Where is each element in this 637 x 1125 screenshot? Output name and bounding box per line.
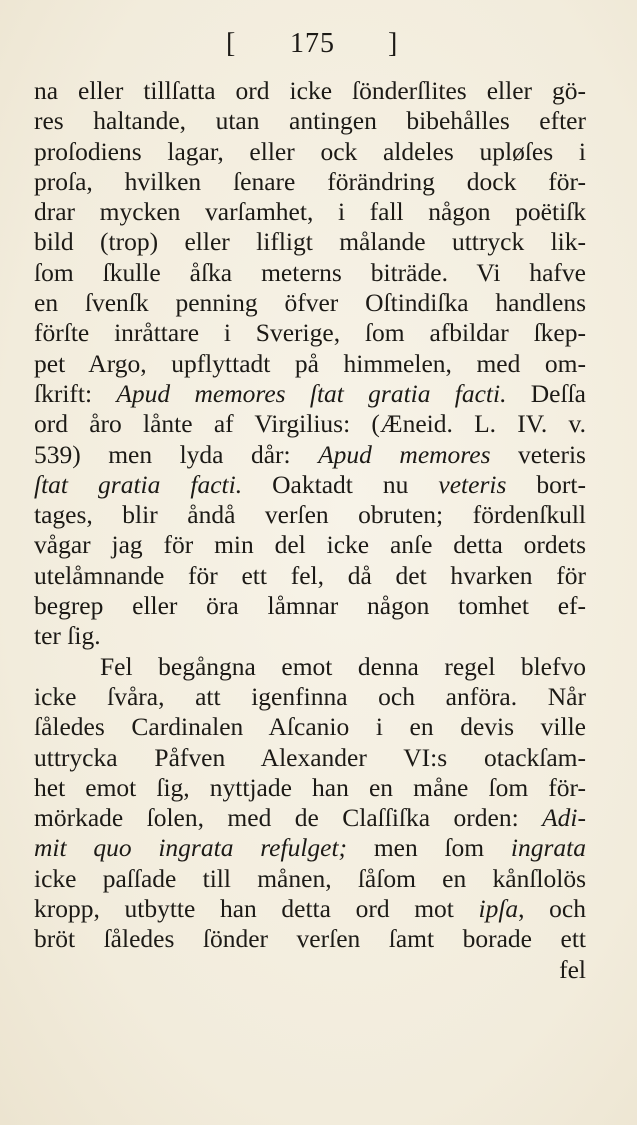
italic-text: Adi- [542,803,586,833]
italic-text: ipſa [478,894,519,924]
text-segment: vågar jag för min del icke anſe detta ordets [34,530,586,560]
text-line [34,76,586,106]
text-segment: proſodiens lagar, eller ock aldeles upløſes i [34,136,586,166]
italic-text: Apud memores ſtat gratia facti. [116,378,507,408]
text-segment: bröt ſåledes ſönder verſen ſamt borade ett [34,924,586,954]
text-segment: men ſom [347,833,511,863]
text-segment: icke ſvåra, att igenfinna och anföra. Når [34,681,586,711]
text-segment: proſa, hvilken ſenare förändring dock för- [34,166,586,196]
italic-text: ingrata [510,833,586,863]
italic-text: Apud memores [318,439,491,469]
text-segment: drar mycken varſamhet, i fall någon poëtiſk [34,197,586,227]
text-segment: uttrycka Påfven Alexander VI:s otackſam- [34,742,586,772]
text-line [34,409,586,439]
text-line [34,530,586,560]
text-line [34,773,586,803]
text-line [34,712,586,742]
text-segment: bild (trop) eller lifligt målande uttryck lik- [34,227,586,257]
text-line [34,349,586,379]
text-segment: res haltande, utan antingen bibehålles efter [34,106,586,136]
italic-text: ſtat gratia facti. [34,469,243,499]
text-line [34,288,586,318]
text-segment: ſåledes Cardinalen Aſcanio i en devis ville [34,712,586,742]
text-segment: Deſſa [506,378,586,408]
text-segment: na eller tillſatta ord icke ſönderſlites eller gö- [34,76,586,105]
text-line [34,833,586,863]
text-segment: ter ſig. [34,621,101,651]
text-line [34,106,586,136]
text-segment: begrep eller öra låmnar någon tomhet ef- [34,591,586,621]
text-segment: bort- [506,469,587,499]
text-segment: utelåmnande för ett fel, då det hvarken för [34,560,586,590]
text-line [34,803,586,833]
text-segment: pet Argo, upflyttadt på himmelen, med om- [34,348,586,378]
text-segment: veteris [490,439,586,469]
text-line [34,197,586,227]
text-line [34,682,586,712]
text-line [34,379,586,409]
header-bracket-left: [ [226,28,236,59]
italic-text: veteris [438,469,507,499]
page-header [0,22,637,62]
catchword: fel [559,954,586,984]
text-segment: ſkrift: [34,378,117,408]
italic-text: mit quo ingrata refulget; [34,833,348,863]
text-segment: mörkade ſolen, med de Claſſiſka orden: [34,803,543,833]
text-line [34,258,586,288]
text-segment: , och [518,894,586,924]
text-line [34,137,586,167]
text-line [34,167,586,197]
text-segment: Fel begångna emot denna regel blefvo [100,651,586,681]
text-segment: kropp, utbytte han detta ord mot [34,894,479,924]
text-segment: Oaktadt nu [242,469,439,499]
header-bracket-right: ] [388,28,398,59]
text-segment: het emot ſig, nyttjade han en måne ſom för- [34,772,586,802]
text-line [34,500,586,530]
text-line [34,561,586,591]
text-segment: förſte inråttare i Sverige, ſom afbildar ſkep- [34,318,586,348]
text-line [34,470,586,500]
text-line [34,924,586,954]
text-segment: 539) men lyda dår: [34,439,319,469]
text-segment: icke paſſade till månen, ſåſom en kånſlolös [34,863,586,893]
page-number: 175 [290,28,335,59]
text-line [34,440,586,470]
body-text [34,76,586,985]
text-line [34,621,586,651]
text-segment: tages, blir åndå verſen obruten; fördenſkull [34,500,586,530]
text-segment: ord åro lånte af Virgilius: (Æneid. L. IV. v. [34,409,586,439]
text-line [34,591,586,621]
text-line [34,894,586,924]
text-line [34,652,586,682]
text-line [34,227,586,257]
text-line [34,864,586,894]
text-segment: en ſvenſk penning öfver Oſtindiſka handlens [34,288,586,318]
text-line [34,318,586,348]
text-line [34,743,586,773]
text-segment: ſom ſkulle åſka meterns biträde. Vi hafve [34,257,586,287]
